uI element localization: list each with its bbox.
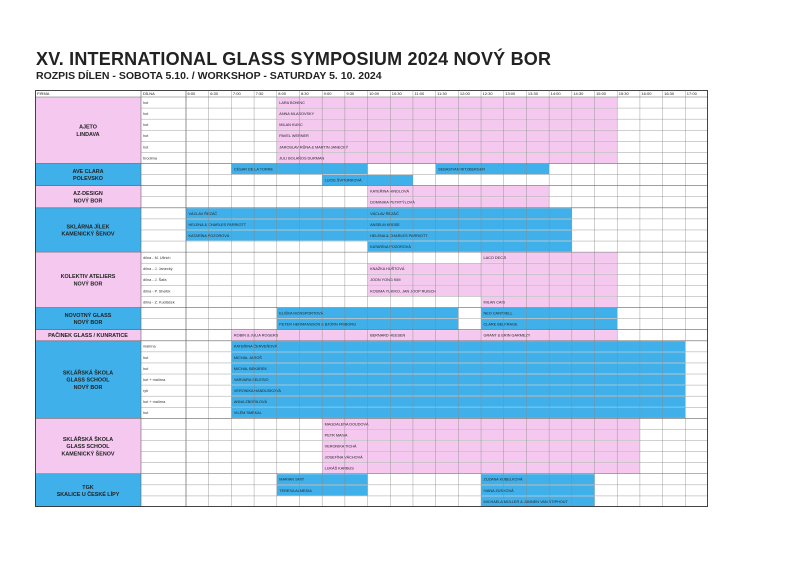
artist-name: TERESA ALMEIDA [279, 488, 312, 493]
artist-name: PAVEL WERNER [279, 134, 309, 139]
artist-name: BERNARD HEESEN [370, 333, 406, 338]
firm-name: LINDAVA [76, 131, 100, 138]
firm-name: KAMENICKÝ ŠENOV [61, 451, 115, 458]
workshop-role: hut [143, 411, 149, 416]
time-slot-header: 10:00 [369, 91, 380, 96]
time-slot-header: 14:00 [550, 91, 561, 96]
artist-name: LARA BOHINC [279, 100, 305, 105]
time-slot-header: 14:30 [573, 91, 584, 96]
artist-name: KATEŘINA ČERVEŇOVÁ [233, 344, 278, 349]
artist-name: CÉSAR DE LA TORRE [233, 167, 274, 172]
time-slot-header: 16:30 [664, 91, 675, 96]
workshop-role: dílna - Z. Kudláček [143, 300, 175, 305]
artist-name: MARIAN SMIT [279, 477, 305, 482]
artist-name: PETER HERMANSSON & BJÖRN FRIBORG [279, 322, 357, 327]
time-slot-header: 7:30 [255, 91, 264, 96]
schedule-bar [277, 153, 617, 163]
artist-name: KATEŘINA HINDLOVÁ [370, 189, 410, 194]
workshop-role: hot [143, 112, 149, 117]
firm-name: PAČINEK GLASS / KUNRATICE [48, 333, 128, 340]
artist-name: ROBIN & JULIA ROGERS [233, 333, 279, 338]
artist-name: ANSELM KRÜSE [370, 222, 400, 227]
workshop-role: hot [143, 134, 149, 139]
artist-name: JOON YONG KIM [370, 278, 401, 283]
time-slot-header: 11:30 [437, 91, 447, 96]
artist-name: ANNA MLASOVSKY [279, 112, 315, 117]
artist-name: VILÉM SMEKAL [233, 411, 262, 416]
firm-name: SKLÁRNA JÍLEK [66, 224, 110, 231]
artist-name: VARVARA SELESIO [233, 377, 269, 382]
firm-name: GLASS SCHOOL [66, 444, 110, 451]
artist-name: VERONIKA TICHÁ [324, 444, 357, 449]
artist-name: GRANT & ERIN GARMEZY [483, 333, 531, 338]
artist-name: KOSIMA YUKIKO, JAN JOOP RUISCH [370, 289, 437, 294]
artist-name: IVANA ZUSKOVÁ [483, 488, 514, 493]
artist-name: HELENA & CHARLES PARRIOTT [370, 233, 428, 238]
time-slot-header: 8:30 [300, 91, 309, 96]
time-slot-header: 6:00 [187, 91, 196, 96]
firm-name: SKALICE U ČESKÉ LÍPY [56, 491, 120, 498]
artist-name: KATARÍNA POZOROVÁ [188, 233, 230, 238]
workshop-role: hut [143, 366, 149, 371]
firm-name: KAMENICKÝ ŠENOV [61, 231, 115, 238]
artist-name: ZUZANA KUBELKOVÁ [483, 477, 523, 482]
workshop-role: dílna - J. Šafa [143, 278, 167, 283]
time-slot-header: 10:30 [391, 91, 402, 96]
artist-name: MILAN KUNC [279, 123, 303, 128]
workshop-role: hot [143, 123, 149, 128]
artist-name: JOSEFÍNA VÁCHOVÁ [324, 455, 363, 460]
workshop-role: ryti [143, 389, 149, 394]
firm-column-header: FIRMA [37, 91, 50, 96]
time-slot-header: 12:00 [459, 91, 470, 96]
artist-name: LUKÁŠ KARBUS [324, 466, 354, 471]
firm-name: TGK [82, 484, 94, 491]
artist-name: SEBASTIAN RITZBERGER [438, 167, 485, 172]
firm-name: KOLEKTIV ATELIERS [60, 274, 116, 281]
time-slot-header: 7:00 [232, 91, 241, 96]
time-slot-header: 15:30 [618, 91, 629, 96]
firm-name: AVE CLARA [72, 168, 104, 175]
artist-name: MICHAELA MÜLLER & JANNEN VAN STIPHOUT [483, 499, 568, 504]
workshop-role: hot [143, 145, 149, 150]
artist-name: MAGDALENA DOUDOVÁ [324, 422, 369, 427]
artist-name: VÁCLAV ŘEZÁČ [370, 211, 399, 216]
artist-name: LUCIE ŠVITORKOVÁ [324, 178, 362, 183]
time-slot-header: 15:00 [596, 91, 607, 96]
workshop-role: malírna [143, 344, 156, 349]
time-slot-header: 11:00 [414, 91, 425, 96]
workshop-role: dílna - M. Ullrich [143, 256, 171, 261]
firm-name: NOVOTNÝ GLASS [64, 313, 112, 320]
schedule-bar [277, 120, 617, 130]
artist-name: JAROSLAV RŮNA & MARTIN JANECKÝ [279, 145, 349, 150]
artist-name: MICHAL BEKÁREK [233, 366, 268, 371]
artist-name: MICHAL JAROŠ [233, 355, 262, 360]
workshop-schedule-table [35, 90, 708, 507]
workshop-role: hut + malírna [143, 400, 166, 405]
artist-name: KATARÍNA POZOROVÁ [370, 244, 411, 249]
firm-name: POLEVSKO [73, 176, 103, 183]
workshop-role: hut [143, 355, 149, 360]
time-slot-header: 8:00 [278, 91, 287, 96]
artist-name: KNAŽKA HUŠTOVÁ [370, 267, 405, 272]
workshop-role: hut + malírna [143, 377, 166, 382]
firm-name: NOVÝ BOR [73, 281, 103, 288]
firm-name: AZ-DESIGN [73, 191, 103, 198]
schedule-bar [368, 275, 618, 285]
artist-name: ELIŠKA MONSPORTOVÁ [279, 311, 324, 316]
workshop-role: brodíma [143, 156, 157, 161]
firm-name: NOVÝ BOR [73, 198, 103, 205]
workshop-column-header: DÍLNA [143, 91, 155, 96]
time-slot-header: 9:00 [323, 91, 332, 96]
schedule-bar [368, 264, 618, 274]
time-slot-header: 6:30 [210, 91, 218, 96]
artist-name: JULI BOLAÑOS DURMAN [279, 156, 325, 161]
workshop-role: hot [143, 100, 149, 105]
time-slot-header: 13:00 [505, 91, 516, 96]
firm-name: GLASS SCHOOL [66, 377, 110, 384]
artist-name: PETR MAIVA [324, 433, 348, 438]
schedule-bar [277, 97, 617, 107]
workshop-role: dílna - J. Janecký [143, 267, 173, 272]
time-slot-header: 9:30 [346, 91, 355, 96]
artist-name: VÁCLAV ŘEZÁČ [188, 211, 218, 216]
artist-name: LACO DECZI [483, 256, 507, 261]
time-slot-header: 17:00 [686, 91, 697, 96]
time-slot-header: 13:30 [527, 91, 538, 96]
firm-name: SKLÁŘSKÁ ŠKOLA [62, 370, 114, 377]
firm-name: SKLÁŘSKÁ ŠKOLA [62, 436, 114, 443]
artist-name: MILAN CAIS [483, 300, 506, 305]
artist-name: VERONIKA HANDUSKOVÁ [233, 389, 281, 394]
artist-name: DOMINIKA PETRTÝLOVÁ [370, 200, 415, 205]
firm-name: NOVÝ BOR [73, 320, 103, 327]
schedule-bar [277, 108, 617, 118]
firm-name: AJETO [79, 124, 97, 131]
page-title: XV. INTERNATIONAL GLASS SYMPOSIUM 2024 NOVÝ BOR [36, 49, 552, 69]
artist-name: ANNA ZBOŘILOVÁ [233, 400, 268, 405]
time-slot-header: 16:00 [641, 91, 652, 96]
page-subtitle: ROZPIS DÍLEN - SOBOTA 5.10. / WORKSHOP - SATURDAY 5. 10. 2024 [36, 70, 382, 82]
firm-name: NOVÝ BOR [73, 384, 103, 391]
schedule-bar [277, 131, 617, 141]
artist-name: CLARE BELFRAGE [483, 322, 518, 327]
workshop-role: dílna - P. Sheltík [143, 289, 171, 294]
artist-name: NEO CANTRELL [483, 311, 513, 316]
time-slot-header: 12:30 [482, 91, 493, 96]
artist-name: HELENA & CHARLES PARRIOTT [188, 222, 247, 227]
